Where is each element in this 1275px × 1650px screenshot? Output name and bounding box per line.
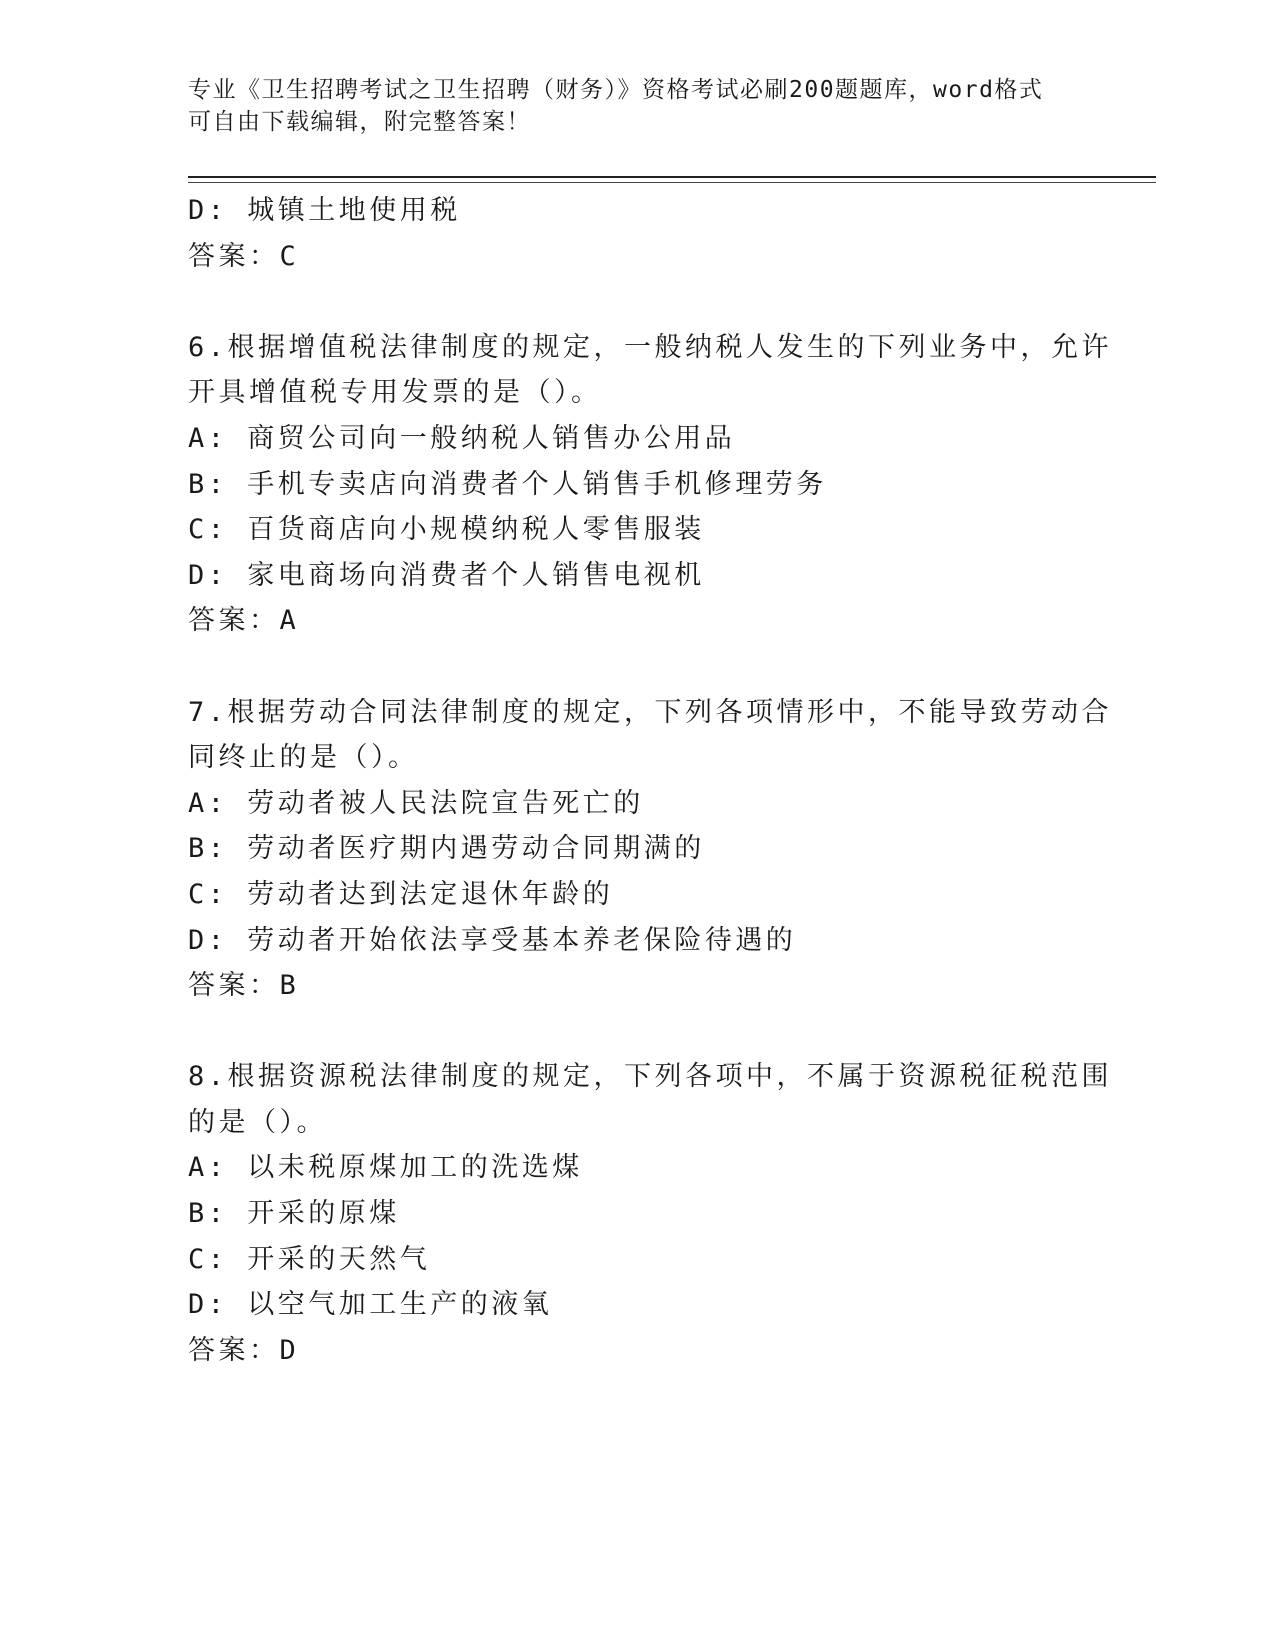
spacer (188, 279, 1088, 325)
option-b: B: 手机专卖店向消费者个人销售手机修理劳务 (188, 468, 827, 500)
option-a: A: 以未税原煤加工的洗选煤 (188, 1152, 583, 1184)
spacer (188, 644, 1088, 690)
question-7 (188, 690, 1113, 1009)
option-c: C: 百货商店向小规模纳税人零售服装 (188, 514, 705, 546)
answer-line: 答案：A (188, 605, 300, 637)
option-d: D: 以空气加工生产的液氧 (188, 1289, 553, 1321)
question-6 (188, 325, 1113, 644)
answer-line: 答案：C (188, 240, 300, 272)
answer-line: 答案：B (188, 970, 300, 1002)
page-header (188, 74, 1068, 138)
previous-question-tail (188, 188, 1088, 279)
question-list (188, 188, 1113, 1373)
option-c: C: 劳动者达到法定退休年龄的 (188, 878, 614, 910)
answer-line: 答案：D (188, 1334, 300, 1366)
option-a: A: 商贸公司向一般纳税人销售办公用品 (188, 422, 736, 454)
header-title-line-2: 可自由下载编辑，附完整答案！ (188, 109, 531, 135)
option-d: D: 城镇土地使用税 (188, 195, 461, 226)
header-title-line-1: 专业《卫生招聘考试之卫生招聘（财务）》资格考试必刷200题题库，word格式 (188, 77, 1044, 103)
question-8 (188, 1054, 1113, 1373)
option-d: D: 劳动者开始依法享受基本养老保险待遇的 (188, 924, 797, 956)
option-b: B: 开采的原煤 (188, 1198, 400, 1230)
option-a: A: 劳动者被人民法院宣告死亡的 (188, 787, 644, 819)
option-b: B: 劳动者医疗期内遇劳动合同期满的 (188, 833, 705, 865)
question-text-line-1: 6.根据增值税法律制度的规定，一般纳税人发生的下列业务中，允许 (188, 331, 1113, 363)
question-text-line-2: 开具增值税专用发票的是（）。 (188, 377, 602, 409)
question-text-line-2: 的是（）。 (188, 1106, 327, 1138)
spacer (188, 1009, 1088, 1055)
question-text-line-1: 8.根据资源税法律制度的规定，下列各项中，不属于资源税征税范围 (188, 1061, 1113, 1093)
header-divider-thick (188, 176, 1156, 178)
option-c: C: 开采的天然气 (188, 1243, 431, 1275)
header-divider-thin (188, 182, 1156, 183)
option-d: D: 家电商场向消费者个人销售电视机 (188, 559, 705, 591)
question-text-line-2: 同终止的是（）。 (188, 742, 419, 774)
question-text-line-1: 7.根据劳动合同法律制度的规定，下列各项情形中，不能导致劳动合 (188, 696, 1113, 728)
